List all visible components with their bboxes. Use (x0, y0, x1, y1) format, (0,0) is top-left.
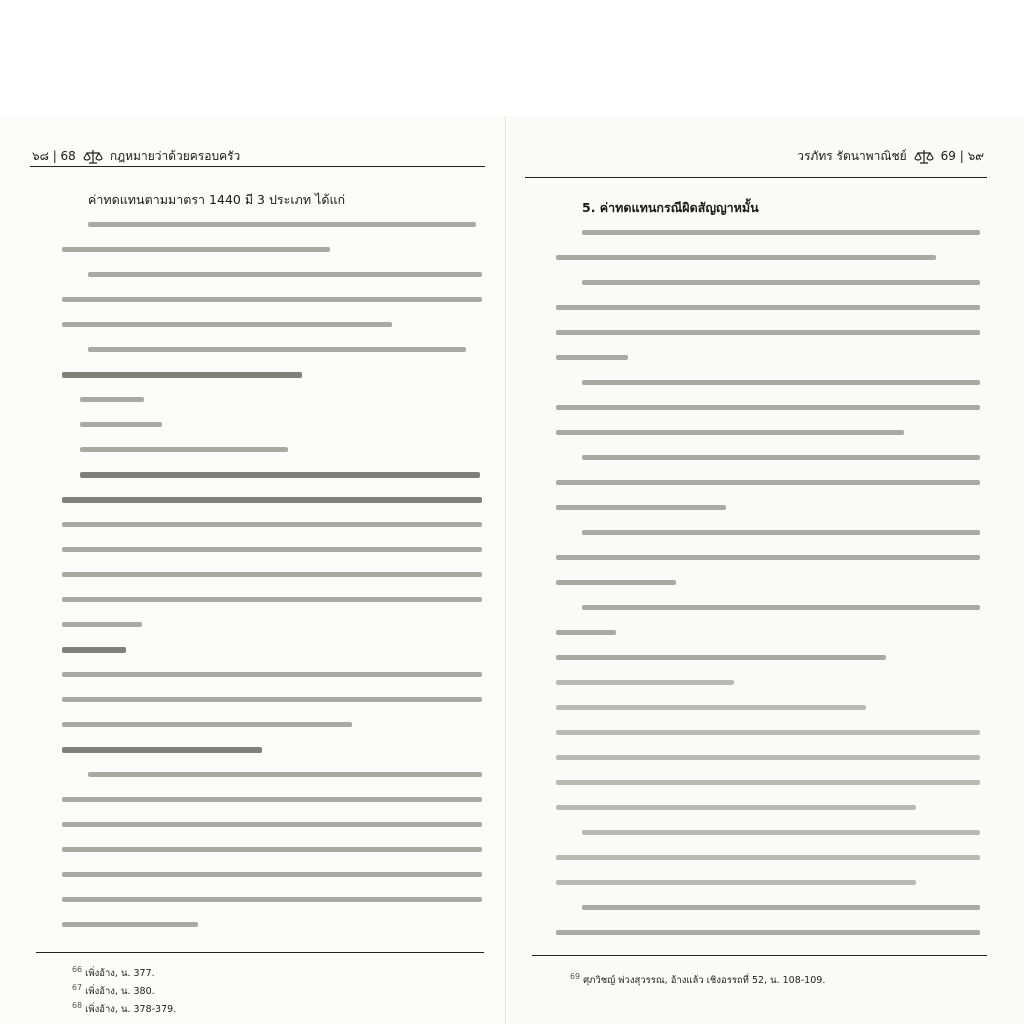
left-footnote-2 (72, 983, 155, 999)
balance-scale-icon (82, 149, 104, 165)
right-page (508, 116, 1024, 1024)
text-line (556, 505, 726, 510)
text-line (556, 480, 980, 485)
footnote-text: เพิ่งอ้าง, น. 380. (85, 986, 155, 998)
left-header-rule (30, 166, 485, 167)
text-line (62, 922, 198, 927)
text-line (88, 772, 482, 777)
text-line (80, 397, 144, 402)
text-line (556, 805, 916, 810)
text-line (556, 730, 980, 735)
text-line (62, 572, 482, 577)
text-line (62, 797, 482, 802)
text-line (88, 347, 466, 352)
text-line (62, 597, 482, 602)
left-intro-line: ค่าทดแทนตามมาตรา 1440 มี 3 ประเภท ได้แก่ (88, 192, 346, 207)
text-line (556, 705, 866, 710)
text-line (556, 930, 980, 935)
right-folio: 69 | ๖๙ (940, 149, 984, 163)
text-line (62, 372, 302, 378)
text-line (556, 430, 904, 435)
text-line (556, 405, 980, 410)
right-footnote-1 (570, 972, 825, 988)
text-line (62, 747, 262, 753)
text-line (62, 622, 142, 627)
right-running-title: วรภัทร รัตนาพาณิชย์ (797, 149, 907, 163)
text-line (62, 322, 392, 327)
footnote-text: เพิ่งอ้าง, น. 377. (85, 968, 155, 980)
text-line (582, 530, 980, 535)
left-folio: ๖๘ | 68 (32, 149, 76, 163)
text-line (556, 655, 886, 660)
text-line (62, 672, 482, 677)
footnote-number: 67 (72, 983, 83, 992)
text-line (582, 280, 980, 285)
text-line (582, 455, 980, 460)
left-footnote-1 (72, 965, 155, 981)
left-page (0, 116, 506, 1024)
right-section-heading: 5. ค่าทดแทนกรณีผิดสัญญาหมั้น (582, 200, 759, 215)
text-line (62, 697, 482, 702)
text-line (62, 547, 482, 552)
text-line (62, 522, 482, 527)
text-line (88, 222, 476, 227)
text-line (80, 422, 162, 427)
text-line (556, 755, 980, 760)
footnote-number: 68 (72, 1001, 83, 1010)
footnote-number: 66 (72, 965, 83, 974)
text-line (582, 830, 980, 835)
text-line (556, 680, 734, 685)
text-line (556, 255, 936, 260)
left-footnote-3 (72, 1001, 176, 1017)
text-line (556, 855, 980, 860)
text-line (62, 497, 482, 503)
text-line (556, 330, 980, 335)
left-running-title: กฎหมายว่าด้วยครอบครัว (109, 149, 241, 163)
text-line (556, 355, 628, 360)
text-line (88, 272, 482, 277)
text-line (556, 780, 980, 785)
text-line (582, 905, 980, 910)
text-line (62, 897, 482, 902)
text-line (582, 605, 980, 610)
text-line (62, 247, 330, 252)
text-line (62, 297, 482, 302)
left-running-header (32, 147, 240, 166)
text-line (62, 847, 482, 852)
text-line (556, 630, 616, 635)
right-running-header (797, 147, 984, 166)
footnote-text: ศุภวิชญ์ พ่วงสุวรรณ, อ้างแล้ว เชิงอรรถที่ 52, น. 108-109. (583, 975, 826, 987)
text-line (556, 555, 980, 560)
text-line (62, 722, 352, 727)
text-line (556, 580, 676, 585)
text-line (582, 380, 980, 385)
text-line (80, 447, 288, 452)
right-footnote-rule (532, 955, 987, 956)
text-line (62, 872, 482, 877)
text-line (80, 472, 480, 478)
text-line (556, 880, 916, 885)
balance-scale-icon (913, 149, 935, 165)
left-footnote-rule (36, 952, 484, 953)
right-header-rule (525, 177, 987, 178)
footnote-number: 69 (570, 972, 581, 981)
text-line (582, 230, 980, 235)
text-line (62, 647, 126, 653)
footnote-text: เพิ่งอ้าง, น. 378-379. (85, 1004, 177, 1016)
text-line (62, 822, 482, 827)
text-line (556, 305, 980, 310)
